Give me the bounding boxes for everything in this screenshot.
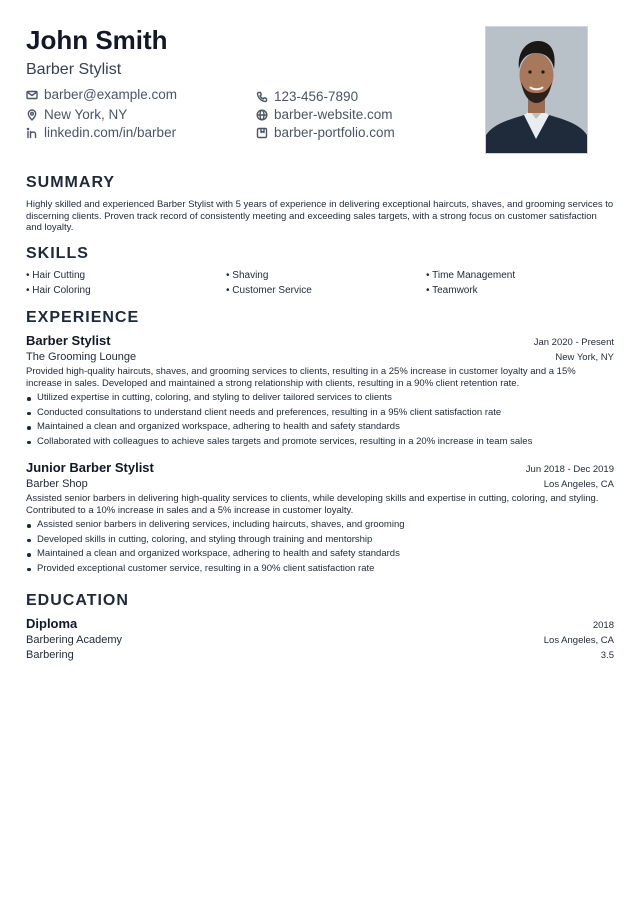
summary-heading: SUMMARY (26, 174, 116, 191)
portfolio-icon (256, 127, 268, 139)
education-heading: EDUCATION (26, 592, 129, 609)
website-text: barber-website.com (274, 107, 393, 122)
resume-header (26, 24, 466, 80)
education-location: Los Angeles, CA (543, 635, 614, 646)
job-company: The Grooming Lounge (26, 351, 137, 363)
summary-text: Highly skilled and experienced Barber Stylist with 5 years of experience in delivering exceptional haircuts, shaves, and grooming services to discerning clients. Proven track record of consistently meeting and exceeding sales targets, with a strong focus on customer satisfaction and loyalty. (26, 199, 614, 233)
job-bullet: Maintained a clean and organized workspace, adhering to health and safety standards (26, 547, 614, 562)
contact-phone[interactable] (256, 89, 358, 104)
job-entry (26, 460, 614, 576)
linkedin-icon (26, 127, 38, 139)
job-location: Los Angeles, CA (543, 479, 614, 490)
education-entry (26, 616, 614, 661)
contact-portfolio[interactable] (256, 125, 395, 140)
job-bullets (26, 391, 614, 449)
job-entry (26, 333, 614, 449)
job-title: Junior Barber Stylist (26, 460, 154, 475)
education-gpa: 3.5 (600, 650, 614, 661)
experience-heading: EXPERIENCE (26, 309, 140, 326)
job-company: Barber Shop (26, 478, 88, 490)
education-year: 2018 (592, 620, 614, 631)
job-bullet: Developed skills in cutting, coloring, and styling through training and mentorship (26, 533, 614, 548)
job-bullet: Provided exceptional customer service, resulting in a 90% client satisfaction rate (26, 562, 614, 577)
portfolio-text: barber-portfolio.com (274, 125, 395, 140)
job-bullet: Utilized expertise in cutting, coloring, and styling to deliver tailored services to clients (26, 391, 614, 406)
location-pin-icon (26, 109, 38, 121)
job-description: Provided high-quality haircuts, shaves, and grooming services to clients, resulting in a 25% increase in customer loyalty and a 15% increase in sales. Developed and maintained a strong relationship with clients, resulting in a 90% client retention rate. (26, 366, 576, 389)
skill-item: • Teamwork (426, 285, 478, 296)
education-school: Barbering Academy (26, 634, 122, 646)
job-bullet: Maintained a clean and organized workspace, adhering to health and safety standards (26, 420, 614, 435)
phone-text: 123-456-7890 (274, 89, 359, 104)
location-text: New York, NY (44, 107, 128, 122)
job-location: New York, NY (555, 352, 614, 363)
contact-location (26, 107, 127, 122)
profile-photo (485, 26, 588, 154)
job-bullet: Conducted consultations to understand client needs and preferences, resulting in a 95% client satisfaction rate (26, 406, 614, 421)
job-description: Assisted senior barbers in delivering high-quality services to clients, while developing skills and expertise in cutting, coloring, and styling. Contributed to a 10% increase in sales and a 5% increase in customer loyalty. (26, 493, 599, 516)
skill-item: • Shaving (226, 270, 269, 281)
globe-icon (256, 109, 268, 121)
skill-item: • Hair Cutting (26, 270, 86, 281)
skill-item: • Customer Service (226, 285, 312, 296)
candidate-name: John Smith (26, 25, 168, 55)
contact-email[interactable] (26, 87, 177, 102)
education-degree: Diploma (26, 616, 78, 631)
skill-item: • Time Management (426, 270, 516, 281)
candidate-title: Barber Stylist (26, 61, 122, 78)
mail-icon (26, 89, 38, 101)
job-bullets (26, 518, 614, 576)
skill-item: • Hair Coloring (26, 285, 91, 296)
job-dates: Jun 2018 - Dec 2019 (525, 464, 614, 475)
job-title: Barber Stylist (26, 333, 111, 348)
contact-linkedin[interactable] (26, 125, 176, 140)
phone-icon (256, 91, 268, 103)
job-dates: Jan 2020 - Present (533, 337, 614, 348)
skills-heading: SKILLS (26, 245, 89, 262)
linkedin-text: linkedin.com/in/barber (44, 125, 177, 140)
education-field: Barbering (26, 649, 74, 661)
job-bullet: Assisted senior barbers in delivering services, including haircuts, shaves, and grooming (26, 518, 614, 533)
contact-website[interactable] (256, 107, 393, 122)
job-bullet: Collaborated with colleagues to achieve sales targets and promote services, resulting in a 20% increase in team sales (26, 435, 614, 450)
email-text: barber@example.com (44, 87, 178, 102)
